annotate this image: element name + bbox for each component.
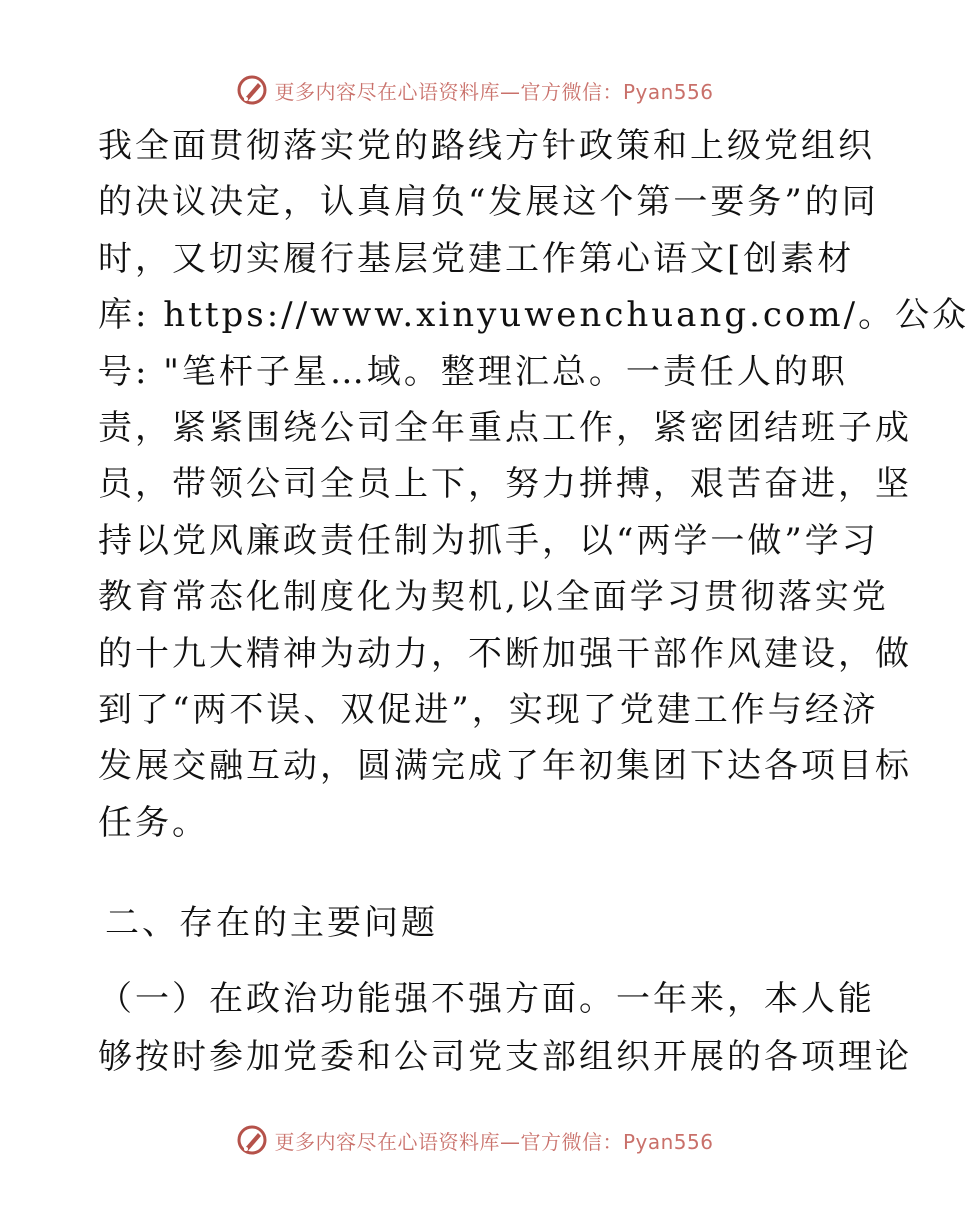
text-line: 时，又切实履行基层党建工作第心语文[创素材 — [98, 238, 855, 279]
header-watermark-banner — [0, 70, 950, 110]
text-line: 责，紧紧围绕公司全年重点工作，紧密团结班子成 — [98, 407, 912, 448]
text-line: 号: "笔杆子星…域。整理汇总。一责任人的职 — [98, 351, 848, 392]
text-line: 够按时参加党委和公司党支部组织开展的各项理论 — [98, 1037, 912, 1077]
pen-logo-icon — [236, 74, 268, 106]
header-watermark-text: 更多内容尽在心语资料库—官方微信：Pyan556 — [274, 79, 714, 104]
text-line: 到了“两不误、双促进”，实现了党建工作与经济 — [98, 689, 879, 730]
text-line: 员，带领公司全员上下，努力拼搏，艰苦奋进，坚 — [98, 464, 912, 505]
text-line: 库: https://www.xinyuwenchuang.com/。公众 — [98, 295, 969, 336]
text-line: 的十九大精神为动力，不断加强干部作风建设，做 — [98, 633, 912, 674]
text-line: （一）在政治功能强不强方面。一年来，本人能 — [98, 979, 875, 1019]
text-line: 持以党风廉政责任制为抓手，以“两学一做”学习 — [98, 520, 879, 561]
text-line: 的决议决定，认真肩负“发展这个第一要务”的同 — [98, 182, 879, 223]
text-line: 我全面贯彻落实党的路线方针政策和上级党组织 — [98, 126, 875, 166]
paragraph-2 — [98, 970, 912, 1086]
pen-logo-icon — [236, 1124, 268, 1156]
text-line: 发展交融互动，圆满完成了年初集团下达各项目标 — [98, 746, 912, 787]
paragraph-1 — [98, 118, 969, 851]
section-heading: 二、存在的主要问题 — [105, 903, 438, 943]
footer-watermark-banner — [0, 1120, 950, 1160]
footer-watermark-text: 更多内容尽在心语资料库—官方微信：Pyan556 — [274, 1129, 714, 1154]
text-line: 教育常态化制度化为契机,以全面学习贯彻落实党 — [98, 577, 889, 618]
text-line: 任务。 — [98, 802, 209, 843]
